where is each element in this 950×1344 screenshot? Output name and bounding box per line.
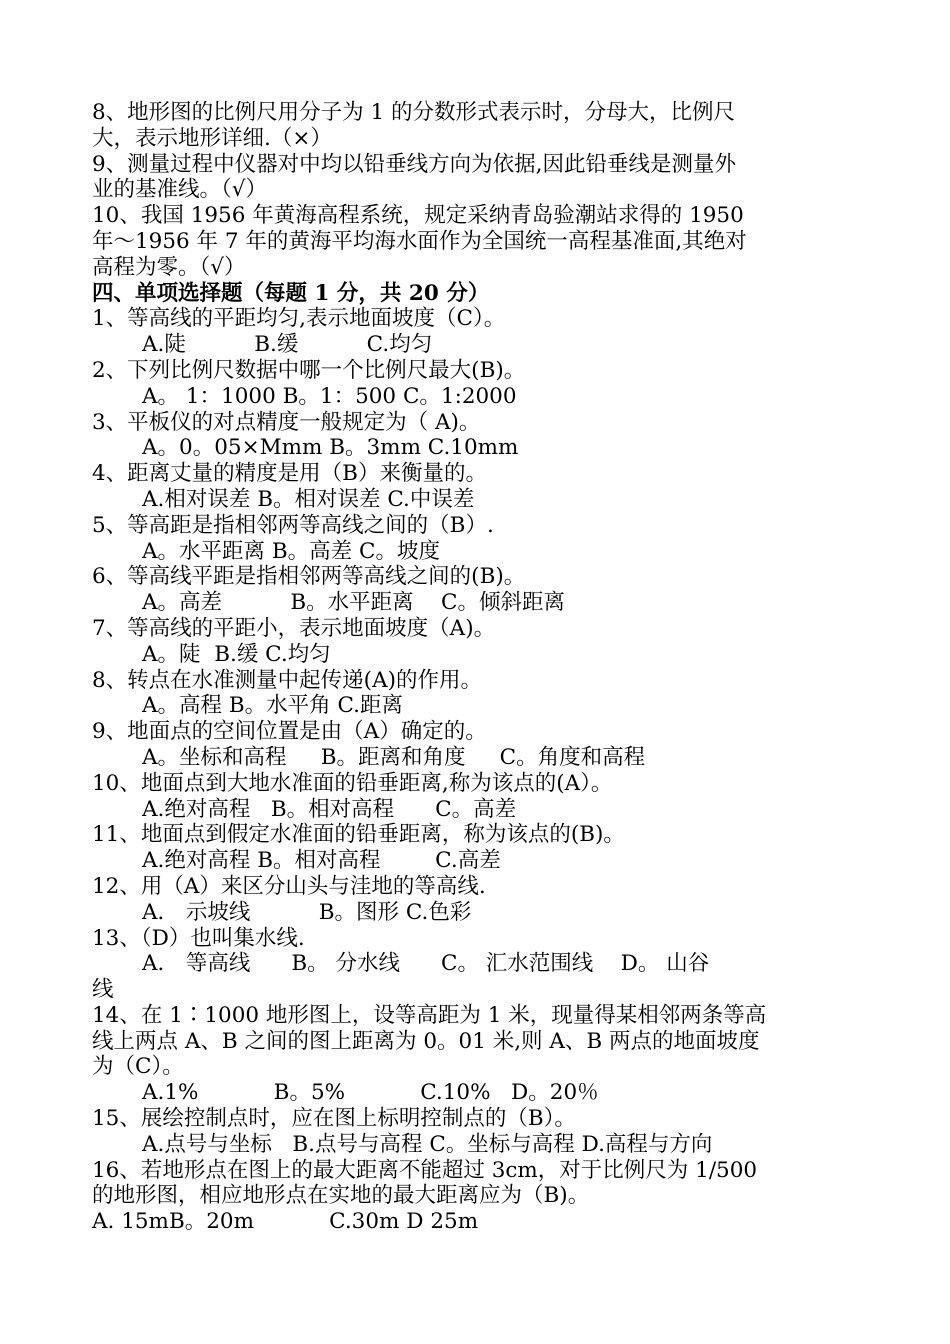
question-9-options: A。坐标和高程 B。距离和角度 C。角度和高程	[142, 744, 646, 770]
question-13-options-wrap: 线	[92, 977, 114, 1003]
question-5: 5、等高距是指相邻两等高线之间的（B）.	[92, 512, 494, 538]
question-8-options: A。高程 B。水平角 C.距离	[142, 693, 404, 719]
question-2: 2、下列比例尺数据中哪一个比例尺最大(B)。	[92, 357, 526, 383]
question-5-options: A。水平距离 B。高差 C。坡度	[142, 538, 440, 564]
question-15: 15、展绘控制点时，应在图上标明控制点的（B）。	[92, 1106, 576, 1132]
question-14-line-1: 14、在 1∶1000 地形图上，设等高距为 1 米，现量得某相邻两条等高	[92, 1002, 767, 1028]
question-8: 8、转点在水准测量中起传递(A)的作用。	[92, 667, 482, 693]
question-7: 7、等高线的平距小，表示地面坡度（A)。	[92, 615, 496, 641]
judgement-item-9-line-2: 业的基准线。（√）	[92, 177, 267, 203]
question-6-options: A。高差 B。水平距离 C。倾斜距离	[142, 590, 565, 616]
judgement-item-10-line-3: 高程为零。（√）	[92, 254, 246, 280]
section-title: 四、单项选择题（每题 1 分，共 20 分）	[92, 280, 490, 306]
question-6: 6、等高线平距是指相邻两等高线之间的(B)。	[92, 564, 526, 590]
question-1: 1、等高线的平距均匀,表示地面坡度（C）。	[92, 306, 506, 332]
question-12-options: A． 示坡线 B。图形 C.色彩	[142, 899, 472, 925]
judgement-item-8-line-2: 大，表示地形详细.（×）	[92, 125, 332, 151]
question-11: 11、地面点到假定水准面的铅垂距离，称为该点的(B)。	[92, 822, 625, 848]
question-13: 13、（D）也叫集水线.	[92, 925, 305, 951]
question-14-options: A.1% B。5% C.10% D。20％	[142, 1080, 599, 1106]
question-16-line-2: 的地形图，相应地形点在实地的最大距离应为（B)。	[92, 1183, 590, 1209]
question-10: 10、地面点到大地水准面的铅垂距离,称为该点的(A）。	[92, 770, 613, 796]
question-3-options: A。0。05×Mmm B。3mm C.10mm	[142, 435, 519, 461]
question-10-options: A.绝对高程 B。相对高程 C。高差	[142, 796, 517, 822]
question-9: 9、地面点的空间位置是由（A）确定的。	[92, 719, 487, 745]
question-15-options: A.点号与坐标 B.点号与高程 C。坐标与高程 D.高程与方向	[142, 1131, 713, 1157]
question-3: 3、平板仪的对点精度一般规定为（ A)。	[92, 409, 481, 435]
question-13-options: A． 等高线 B。 分水线 C。 汇水范围线 D。 山谷	[142, 951, 710, 977]
question-7-options: A。陡 B.缓 C.均匀	[142, 641, 331, 667]
question-2-options: A。 1：1000 B。1：500 C。1:2000	[142, 383, 517, 409]
judgement-item-10-line-2: 年～1956 年 7 年的黄海平均海水面作为全国统一高程基准面,其绝对	[92, 228, 747, 254]
question-4: 4、距离丈量的精度是用（B）来衡量的。	[92, 461, 487, 487]
document-content	[92, 100, 862, 1235]
question-12: 12、用（A）来区分山头与洼地的等高线.	[92, 873, 486, 899]
judgement-item-10-line-1: 10、我国 1956 年黄海高程系统，规定采纳青岛验潮站求得的 1950	[92, 203, 744, 229]
judgement-item-9-line-1: 9、测量过程中仪器对中均以铅垂线方向为依据,因此铅垂线是测量外	[92, 151, 737, 177]
question-11-options: A.绝对高程 B。相对高程 C.高差	[142, 848, 501, 874]
judgement-item-8-line-1: 8、地形图的比例尺用分子为 1 的分数形式表示时，分母大，比例尺	[92, 100, 736, 125]
question-16-options: A. 15mB。20m C.30m D 25m	[92, 1209, 479, 1235]
question-14-line-3: 为（C）。	[92, 1054, 184, 1080]
question-1-options: A.陡 B.缓 C.均匀	[142, 332, 433, 358]
question-16-line-1: 16、若地形点在图上的最大距离不能超过 3cm，对于比例尺为 1/500	[92, 1157, 758, 1183]
question-4-options: A.相对误差 B。相对误差 C.中误差	[142, 486, 475, 512]
question-14-line-2: 线上两点 A、B 之间的图上距离为 0。01 米,则 A、B 两点的地面坡度	[92, 1028, 760, 1054]
